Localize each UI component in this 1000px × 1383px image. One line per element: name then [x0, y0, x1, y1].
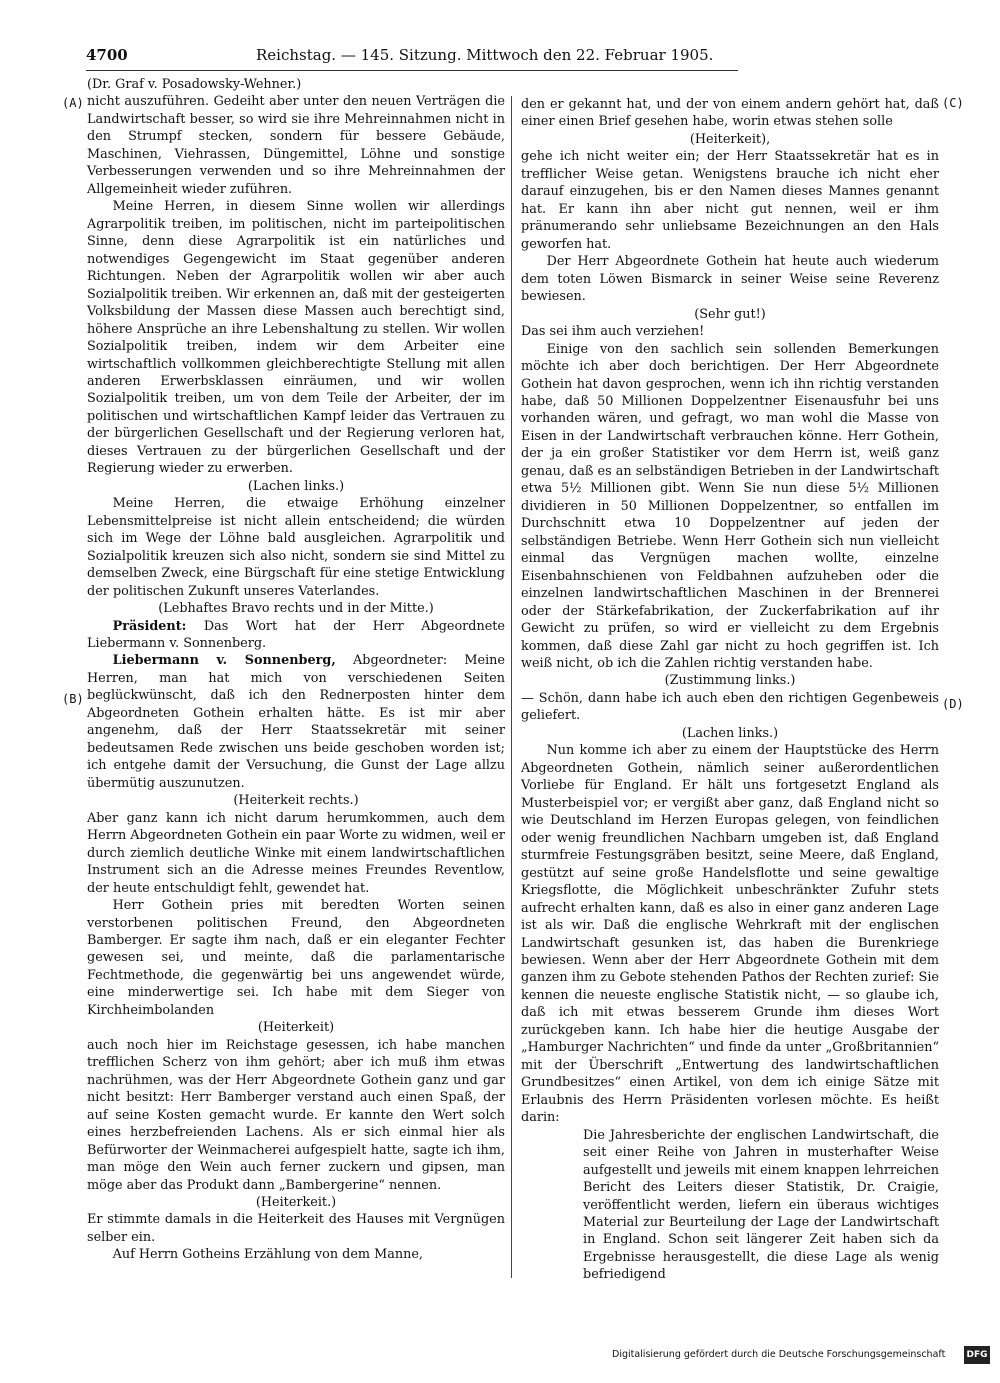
running-head: Reichstag. — 145. Sitzung. Mittwoch den 22. Februar 1905.	[256, 46, 714, 64]
paragraph: — Schön, dann habe ich auch eben den richtigen Gegenbeweis geliefert.	[521, 690, 939, 724]
speech-text: Das Wort hat der Herr Abgeordnete Liebermann v. Sonnenberg.	[87, 618, 505, 651]
paragraph: Meine Herren, in diesem Sinne wollen wir allerdings Agrarpolitik treiben, im politischen, nicht im parteipolitischen Sinne, denn diese Agrarpolitik ist ein natürliches und notwendiges Gegengewicht im Staat gegenüber anderen Richtungen. Neben der Agrarpolitik wollen wir aber auch Sozialpolitik treiben. Wir erkennen an, daß mit der gesteigerten Volksbildung der Massen diese Massen auch berechtigt sind, höhere Ansprüche an ihre Lebenshaltung zu stellen. Wir wollen Sozialpolitik treiben, indem wir dem Arbeiter eine wirtschaftlich vollkommen gleichberechtigte Stellung mit allen anderen Erwerbsklassen einräumen, und wir wollen Sozialpolitik treiben, um von dem Teile der Arbeiter, der im politischen und wirtschaftlichen Kampf leider das Vertrauen zu der bürgerlichen Gesellschaft und der Regierung verloren hat, dieses Vertrauen zu der bürgerlichen Gesellschaft und der Regierung wieder zu erwerben.	[87, 199, 505, 477]
paragraph: Herr Gothein pries mit beredten Worten seinen verstorbenen politischen Freund, den Abgeordneten Bamberger. Er sagte ihm nach, daß er ein eleganter Fechter gewesen sei, und meinte, daß die parlamentarische Fechtmethode, die gegenwärtig bei uns angewendet würde, eine minderwertige sei. Ich habe mit dem Sieger von Kirchheimbolanden	[87, 898, 505, 1018]
speaker-name: Präsident:	[112, 618, 187, 634]
header-rule	[86, 70, 738, 71]
paragraph: auch noch hier im Reichstage gesessen, ich habe manchen trefflichen Scherz von ihm gehört; aber ich muß ihm etwas nachrühmen, was der Herr Abgeordnete Gothein ganz und gar nicht besitzt: Herr Bamberger verstand auch einen Spaß, der auf seine Kosten gemacht wurde. Er kannte den Wert solch eines herzbefreienden Lachens. Als er sich einmal hier als Befürworter der Weinmacherei aufgespielt hatte, sagte ich ihm, man möge den Wein auch ferner zuckern und gipsen, man möge aber das Produkt dann „Bambergerine“ nennen.	[87, 1037, 505, 1193]
paragraph: Er stimmte damals in die Heiterkeit des Hauses mit Vergnügen selber ein.	[87, 1212, 505, 1245]
reaction: (Lachen links.)	[681, 725, 779, 741]
funding-note: Digitalisierung gefördert durch die Deutsche Forschungsgemeinschaft	[612, 1349, 946, 1360]
page-header	[86, 46, 740, 70]
dfg-logo: DFG	[964, 1346, 990, 1364]
paragraph: Nun komme ich aber zu einem der Hauptstücke des Herrn Abgeordneten Gothein, nämlich seiner außerordentlichen Vorliebe für England. Er hält uns fortgesetzt England als Musterbeispiel vor; er vergißt aber ganz, daß England nicht so wie Deutschland im Herzen Europas gelegen, von feindlichen oder wenig freundlichen Nachbarn umgeben ist, daß England sturmfreie Festungsgräben besitzt, seine Meere, daß England, gestützt auf seine große Handelsflotte und seine gewaltige Kriegsflotte, die Möglichkeit unbeschränkter Zufuhr stets aufrecht erhalten kann, daß es also in einer ganz anderen Lage ist als wir. Daß die englische Wehrkraft mit der englischen Landwirtschaft gesunken ist, das haben die Burenkriege bewiesen. Wenn aber der Herr Abgeordnete Gothein mit dem ganzen ihm zu Gebote stehenden Pathos der Rechten zurief: Sie kennen die neueste englische Statistik nicht, — so glaube ich, daß ich mit etwas besserem Grunde ihm dieses Wort zurückgeben kann. Ich habe hier die heutige Ausgabe der „Hamburger Nachrichten“ und finde da unter „Großbritannien“ mit der Überschrift „Entwertung des landwirtschaftlichen Grundbesitzes“ einen Artikel, von dem ich einige Sätze mit Erlaubnis des Herrn Präsidenten vorlesen möchte. Es heißt darin:	[521, 743, 939, 1126]
paragraph: gehe ich nicht weiter ein; der Herr Staatssekretär hat es in trefflicher Weise getan. Wenigstens brauche ich nicht eher darauf einzugehen, bis er den Namen dieses Mannes genannt hat. Er kann ihn aber nicht gut nennen, weil er ihm pränumerando sehr unliebsame Bezeichnungen an den Hals geworfen hat.	[521, 149, 939, 252]
speech-text: Abgeordneter: Meine Herren, man hat mich von verschiedenen Seiten beglückwünscht, daß ich den Rednerposten hinter dem Abgeordneten Gothein erhalten hätte. Es ist mir aber angenehm, daß der Herr Staatssekretär mit seiner bedeutsamen Rede zwischen uns beide geschoben worden ist; ich entgehe damit der Versuchung, die Gunst der Lage allzu übermütig auszunutzen.	[87, 653, 505, 791]
speaker-name: Liebermann v. Sonnenberg,	[112, 653, 336, 669]
paragraph: Der Herr Abgeordnete Gothein hat heute auch wiederum dem toten Löwen Bismarck in seiner Weise seine Reverenz bewiesen.	[521, 254, 939, 305]
margin-marker-c: (C)	[942, 96, 964, 110]
column-divider	[511, 96, 512, 1278]
reaction: (Zustimmung links.)	[664, 673, 796, 689]
paragraph: Das sei ihm auch verziehen!	[521, 324, 705, 340]
left-column	[87, 76, 505, 1264]
reaction: (Lebhaftes Bravo rechts und in der Mitte.)	[158, 601, 434, 617]
reaction: (Sehr gut!)	[694, 306, 766, 322]
footer	[612, 1346, 988, 1366]
reaction: (Heiterkeit.)	[255, 1195, 337, 1210]
paragraph: Meine Herren, die etwaige Erhöhung einzelner Lebensmittelpreise ist nicht allein entscheidend; die würden sich im Wege der Löhne bald ausgleichen. Agrarpolitik und Sozialpolitik kreuzen sich also nicht, sondern sie sind Mittel zu demselben Zweck, eine Bürgschaft für eine stetige Entwicklung der politischen Zukunft unseres Vaterlandes.	[87, 496, 505, 599]
paragraph-liebermann	[87, 652, 505, 792]
margin-marker-a: (A)	[62, 96, 84, 110]
reaction: (Heiterkeit),	[689, 131, 771, 147]
paragraph: nicht auszuführen. Gedeiht aber unter den neuen Verträgen die Landwirtschaft besser, so wird sie ihre Mehreinnahmen nicht in den Strumpf stecken, sondern für bessere Gebäude, Maschinen, Viehrassen, Düngemittel, Löhne und sonstige Verbesserungen verwenden und so ihre Mehreinnahmen der Allgemeinheit wieder zuführen.	[87, 94, 505, 197]
reaction: (Heiterkeit rechts.)	[233, 793, 359, 809]
speaker-continuation: (Dr. Graf v. Posadowsky-Wehner.)	[87, 77, 302, 92]
paragraph: Aber ganz kann ich nicht darum herumkommen, auch dem Herrn Abgeordneten Gothein ein paar Worte zu widmen, weil er durch ziemlich deutliche Winke mit einem landwirtschaftlichen Instrument sich an die Adresse meines Freundes Reventlow, der heute entschuldigt fehlt, gewendet hat.	[87, 810, 505, 896]
paragraph-president	[87, 618, 505, 653]
right-column	[521, 96, 939, 1284]
page-number: 4700	[86, 46, 128, 64]
reaction: (Lachen links.)	[247, 478, 345, 494]
margin-marker-d: (D)	[942, 697, 964, 711]
quotation: Die Jahresberichte der englischen Landwirtschaft, die seit einer Reihe von Jahren in musterhafter Weise aufgestellt und jeweils mit einem knappen lehrreichen Bericht des Leiters dieser Statistik, Dr. Craigie, veröffentlicht werden, liefern ein überaus wichtiges Material zur Beurteilung der Lage der Landwirtschaft in England. Schon seit längerer Zeit haben sich da Ergebnisse herausgestellt, die diese Lage als wenig befriedigend	[583, 1127, 939, 1283]
paragraph: Auf Herrn Gotheins Erzählung von dem Manne,	[112, 1247, 423, 1263]
reaction: (Heiterkeit)	[257, 1020, 335, 1036]
paragraph: den er gekannt hat, und der von einem andern gehört hat, daß einer einen Brief gesehen habe, worin etwas stehen solle	[521, 97, 939, 130]
margin-marker-b: (B)	[62, 692, 84, 706]
paragraph: Einige von den sachlich sein sollenden Bemerkungen möchte ich aber doch berichtigen. Der Herr Abgeordnete Gothein hat davon gesprochen, wenn ich ihn richtig verstanden habe, daß 50 Millionen Doppelzentner Eisenausfuhr bei uns vorhanden wären, und gefragt, wo man wohl die Masse von Eisen in der Landwirtschaft verbrauchen könne. Herr Gothein, der ja ein großer Statistiker vor dem Herrn ist, weiß ganz genau, daß es an selbständigen Betrieben in der Landwirtschaft etwa 5½ Millionen gibt. Wenn Sie nun diese 5½ Millionen dividieren in 50 Millionen Doppelzentner, so entfallen im Durchschnitt etwa 10 Doppelzentner auf jeden der selbständigen Betriebe. Wenn Herr Gothein sich nun vielleicht einmal das Vergnügen machen wollte, einzelne Eisenbahnschienen von Feldbahnen aufzuheben oder die einzelnen landwirtschaftlichen Maschinen in der Brennerei oder der Stärkefabrikation, der Zuckerfabrikation auf ihr Gewicht zu prüfen, so wird er vielleicht zu dem Ergebnis kommen, daß diese Zahl gar nicht zu hoch gegriffen ist. Ich weiß nicht, ob ich die Zahlen richtig verstanden habe.	[521, 341, 939, 671]
